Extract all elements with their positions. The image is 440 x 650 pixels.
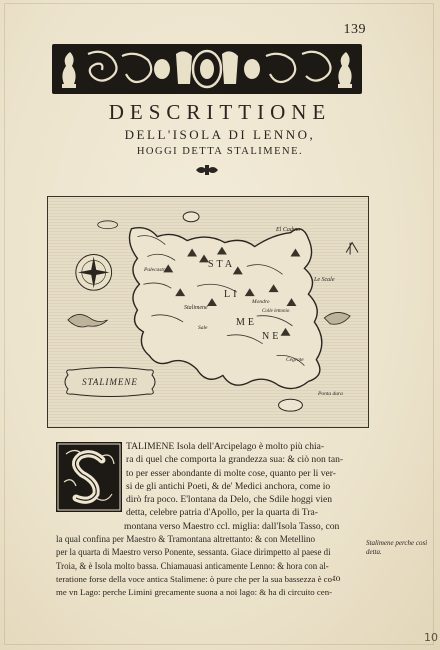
map-label-el-cadmo: El Cadmo xyxy=(276,227,301,233)
body-line-5: dirò fra poco. E'lontana da Delo, che Sdile hoggi vien xyxy=(126,494,333,506)
map-label-colle-lettonio: Colle lettonio xyxy=(262,309,290,314)
ornamental-headpiece xyxy=(52,44,362,94)
fleuron-ornament xyxy=(194,164,220,176)
map-label-mondro: Mondro xyxy=(252,299,270,305)
body-text xyxy=(56,440,368,600)
catchword: to xyxy=(333,573,341,584)
map-label-stalimene: Stalimene xyxy=(184,305,208,311)
body-line-7: montana verso Maestro ccl. miglia: dall'Isola Tasso, con xyxy=(124,520,340,532)
map-label-sta: STA xyxy=(208,259,236,270)
map-label-ne: NE xyxy=(262,331,282,342)
body-line-8: la qual confina per Maestro & Tramontana altrettanto: & con Metellino xyxy=(56,534,316,545)
body-line-4: si de gli antichi Poeti, & de' Medici anchora, come io xyxy=(126,480,331,492)
map-label-me: ME xyxy=(236,317,257,328)
map-label-sale: Sale xyxy=(198,325,208,331)
map-cartouche xyxy=(64,367,156,397)
page-number: 139 xyxy=(343,22,366,37)
body-line-11: teratione forse della voce antica Stalimene: ò pure che per la sua bassezza è co- xyxy=(56,573,335,584)
map-label-le-scale: Le Scale xyxy=(314,277,335,283)
map-label-li: LI xyxy=(224,289,240,300)
title-main: DESCRITTIONE xyxy=(108,100,332,124)
map-cartouche-title: STALIMENE xyxy=(82,377,138,387)
body-line-3: to per esser abondante di molte cose, quanto per li ver- xyxy=(126,467,336,479)
map-label-palecastro: Palecastro xyxy=(144,267,168,273)
island-map xyxy=(47,196,369,428)
body-line-12: me vn Lago: perche Limini grecamente suona a noi lago: & ha di circuito cen- xyxy=(56,587,333,598)
body-line-6: detta, celebre patria d'Apollo, per la quarta di Tra- xyxy=(126,507,318,519)
map-label-cegrate: Cegrate xyxy=(286,357,304,363)
title-subtitle-2: HOGGI DETTA STALIMENE. xyxy=(136,146,304,157)
body-line-1: TALIMENE Isola dell'Arcipelago è molto più chia- xyxy=(126,441,325,452)
body-line-2: ra di quel che comporta la grandezza sua: & ciò non tan- xyxy=(126,454,344,466)
body-line-9: per la quarta di Maestro verso Ponente, sessanta. Giace dirimpetto al paese di xyxy=(56,547,331,558)
map-label-ponta-dura: Ponta dura xyxy=(318,391,343,397)
title-subtitle: DELL'ISOLA DI LENNO, xyxy=(124,127,316,142)
corner-number: 10 xyxy=(424,631,438,644)
body-line-10: Troia, & è Isola molto bassa. Chiamauasi anticamente Lenno: & hora con al- xyxy=(56,560,329,571)
margin-note: Stalimene perche così detta. xyxy=(366,539,428,556)
